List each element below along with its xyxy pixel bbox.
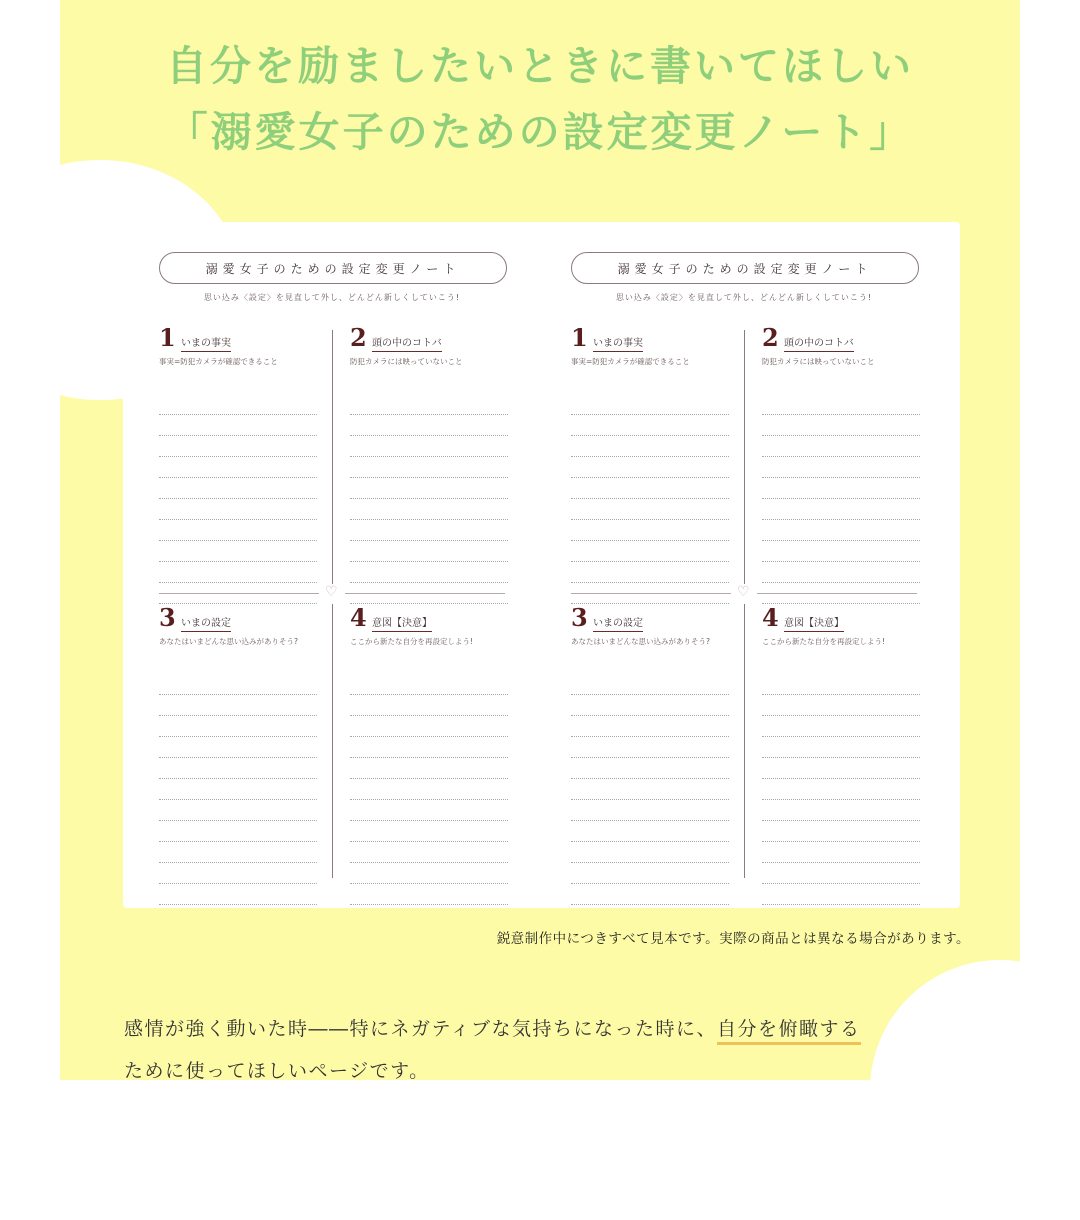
section-title: 頭の中のコトバ xyxy=(784,334,854,352)
section-number: 2 xyxy=(762,323,779,352)
divider-vertical-top xyxy=(744,330,745,584)
section-number: 1 xyxy=(571,323,588,352)
note-subtitle: 思い込み〈設定〉を見直して外し、どんどん新しくしていこう! xyxy=(615,293,873,302)
writing-lines xyxy=(350,674,508,905)
note-page-left xyxy=(159,222,519,908)
section-title: 頭の中のコトバ xyxy=(372,334,442,352)
body-text-line-1 xyxy=(124,1014,861,1041)
body-text-highlight: 自分を俯瞰する xyxy=(717,1018,861,1045)
divider-vertical-top xyxy=(332,330,333,584)
section-description: 事実=防犯カメラが確認できること xyxy=(159,357,278,366)
note-title: 溺愛女子のための設定変更ノート xyxy=(159,252,507,284)
sample-disclaimer: 鋭意制作中につきすべて見本です。実際の商品とは異なる場合があります。 xyxy=(496,931,970,947)
divider-vertical-bottom xyxy=(744,604,745,878)
heart-icon: ♡ xyxy=(325,584,338,600)
section-title: いまの設定 xyxy=(593,614,643,632)
section-number: 2 xyxy=(350,323,367,352)
section-description: あなたはいまどんな思い込みがありそう? xyxy=(571,637,710,646)
writing-lines xyxy=(571,394,729,604)
writing-lines xyxy=(762,394,920,604)
section-title: いまの事実 xyxy=(593,334,643,352)
note-page-right xyxy=(571,222,931,908)
section-number: 1 xyxy=(159,323,176,352)
heading-line-1: 自分を励ましたいときに書いてほしい xyxy=(166,42,914,90)
note-subtitle: 思い込み〈設定〉を見直して外し、どんどん新しくしていこう! xyxy=(203,293,461,302)
writing-lines xyxy=(159,394,317,604)
section-description: あなたはいまどんな思い込みがありそう? xyxy=(159,637,298,646)
section-number: 4 xyxy=(350,603,367,632)
note-sample-sheet xyxy=(123,222,960,908)
section-number: 3 xyxy=(571,603,588,632)
body-text-line-2: ために使ってほしいページです。 xyxy=(124,1060,430,1082)
writing-lines xyxy=(159,674,317,905)
heading-line-2: 「溺愛女子のための設定変更ノート」 xyxy=(166,108,914,156)
heart-icon: ♡ xyxy=(737,584,750,600)
section-description: ここから新たな自分を再設定しよう! xyxy=(350,637,474,646)
writing-lines xyxy=(571,674,729,905)
writing-lines xyxy=(350,394,508,604)
divider-vertical-bottom xyxy=(332,604,333,878)
section-title: 意図【決意】 xyxy=(784,614,844,632)
section-number: 3 xyxy=(159,603,176,632)
writing-lines xyxy=(762,674,920,905)
section-title: いまの設定 xyxy=(181,614,231,632)
section-number: 4 xyxy=(762,603,779,632)
section-title: 意図【決意】 xyxy=(372,614,432,632)
section-description: ここから新たな自分を再設定しよう! xyxy=(762,637,886,646)
note-title: 溺愛女子のための設定変更ノート xyxy=(571,252,919,284)
section-description: 防犯カメラには映っていないこと xyxy=(762,357,875,366)
body-text-prefix: 感情が強く動いた時――特にネガティブな気持ちになった時に、 xyxy=(124,1018,717,1040)
section-title: いまの事実 xyxy=(181,334,231,352)
section-description: 防犯カメラには映っていないこと xyxy=(350,357,463,366)
section-description: 事実=防犯カメラが確認できること xyxy=(571,357,690,366)
